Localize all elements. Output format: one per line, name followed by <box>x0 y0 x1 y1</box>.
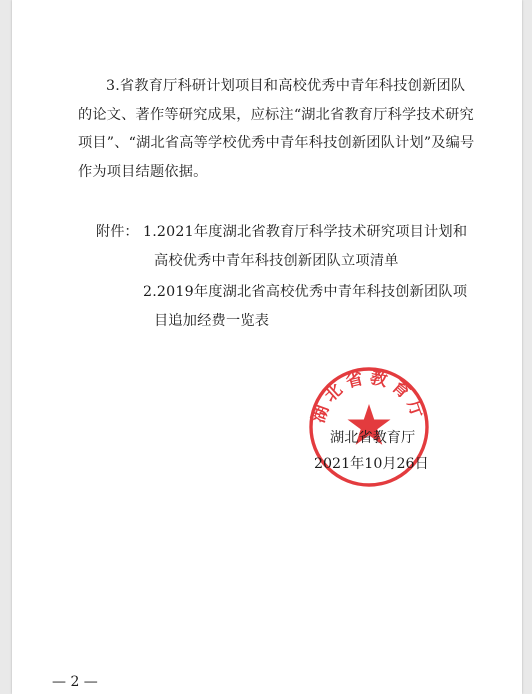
paragraph-3-continued <box>78 101 478 187</box>
attachment-2-line-1: 2.2019年度湖北省高校优秀中青年科技创新团队项 <box>143 284 468 300</box>
attachments-label: 附件： <box>96 224 139 240</box>
paragraph-3-line-1: 3.省教育厅科研计划项目和高校优秀中青年科技创新团队 <box>106 78 466 94</box>
signature-date: 2021年10月26日 <box>314 456 429 472</box>
paragraph-3-line-2: 的论文、著作等研究成果，应标注“湖北省教育厅科学技术研究 <box>78 106 474 123</box>
seal-text: 湖北省教育厅 <box>308 367 430 426</box>
attachment-1-line-1: 1.2021年度湖北省教育厅科学技术研究项目计划和 <box>143 224 468 240</box>
page-number: — 2 — <box>52 674 98 690</box>
paragraph-3 <box>78 72 478 101</box>
paragraph-3-line-4: 作为项目结题依据。 <box>78 163 208 180</box>
paragraph-3-line-3: 项目”、“湖北省高等学校优秀中青年科技创新团队计划”及编号 <box>78 135 475 151</box>
signature-org: 湖北省教育厅 <box>330 430 416 446</box>
attachment-1-line-2: 高校优秀中青年科技创新团队立项清单 <box>154 252 399 269</box>
document-page <box>12 0 522 694</box>
attachment-2-line-2: 目追加经费一览表 <box>154 312 270 329</box>
